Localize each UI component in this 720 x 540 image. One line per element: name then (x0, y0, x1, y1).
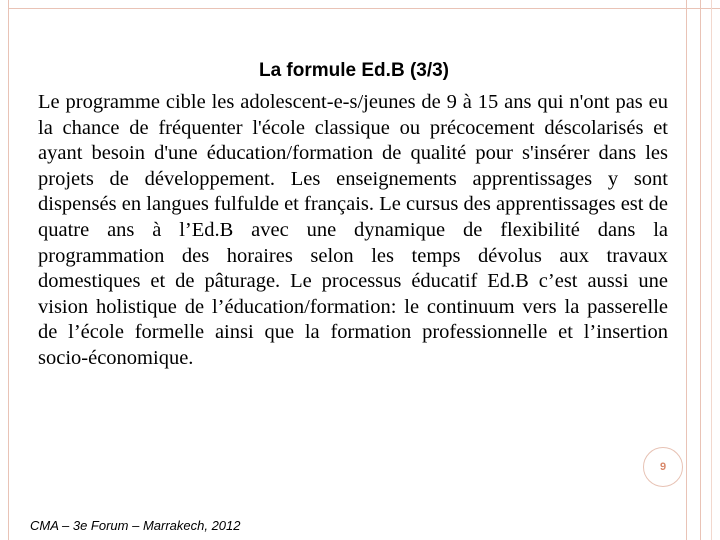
frame-line-top (8, 8, 720, 9)
slide-body-text: Le programme cible les adolescent-e-s/jeunes de 9 à 15 ans qui n'ont pas eu la chance de fréquenter l'école classique ou précocement déscolarisés et ayant besoin d'une éducation/formation de qualité pour s'insérer dans les projets de développement. Les enseignements apprentissages y sont dispensés en langues fulfulde et français. Le cursus des apprentissages est de quatre ans à l’Ed.B avec une dynamique de flexibilité dans la programmation des horaires selon les temps dévolus aux travaux domestiques et de pâturage. Le processus éducatif Ed.B c’est aussi une vision holistique de l’éducation/formation: le continuum vers la passerelle de l’école formelle ainsi que la formation professionnelle et l’insertion socio-économique. (38, 91, 668, 369)
page-number-badge (643, 447, 683, 487)
slide-footer: CMA – 3e Forum – Marrakech, 2012 (30, 518, 241, 533)
frame-line-right (686, 0, 687, 540)
slide-title: La formule Ed.B (3/3) (258, 60, 450, 81)
frame-line-right (711, 0, 712, 540)
frame-line-right (700, 0, 701, 540)
frame-line-left (8, 0, 9, 540)
page-number: 9 (659, 461, 667, 473)
